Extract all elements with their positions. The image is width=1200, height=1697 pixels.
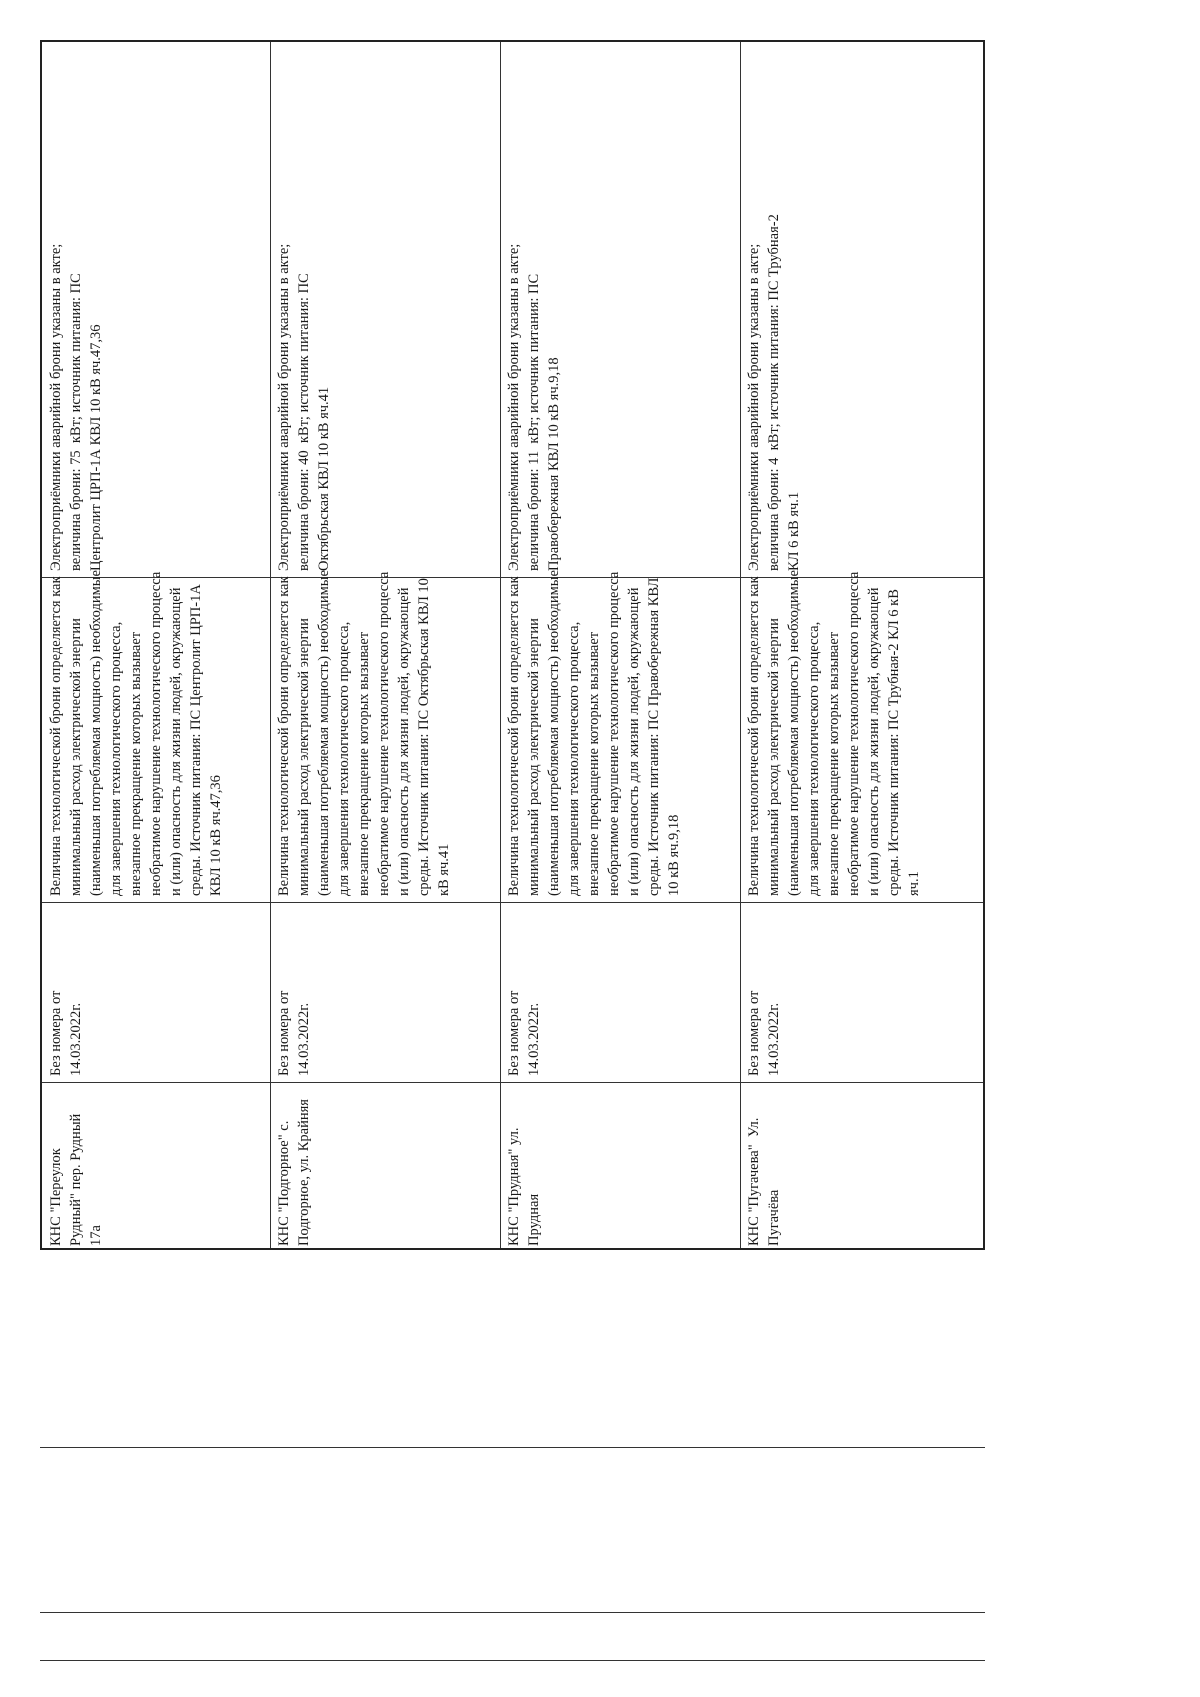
object-cell: КНС "Прудная" ул. Прудная — [506, 1127, 542, 1246]
tech-reserve-cell: Величина технологической брони определяется как минимальный расход электрической энергии (наименьшая потребляемая мощность) необходимые для завершения технологического процесса, внезапное прекращение которых вызывает необратимое нарушение технологического процесса и (или) опасность для жизни людей, окружающей среды. Источник питания: ПС Правобережная КВЛ 10 кВ яч.9,18 — [506, 570, 682, 896]
object-cell: КНС "Переулок Рудный" пер. Рудный 17а — [48, 1113, 104, 1246]
emergency-reserve-cell: Электроприёмники аварийной брони указаны в акте; величина брони: 75 кВт; источник питания: ПС Центролит ЦРП-1А КВЛ 10 кВ яч.47,36 — [48, 243, 104, 571]
horizontal-rule — [40, 1447, 985, 1448]
horizontal-rule — [40, 1612, 985, 1613]
row-divider — [270, 42, 271, 1248]
object-cell: КНС "Пугачева" Ул. Пугачёва — [746, 1117, 782, 1246]
tech-reserve-cell: Величина технологической брони определяется как минимальный расход электрической энергии (наименьшая потребляемая мощность) необходимые для завершения технологического процесса, внезапное прекращение которых вызывает необратимое нарушение технологического процесса и (или) опасность для жизни людей, окружающей среды. Источник питания: ПС Октябрьская КВЛ 10 кВ яч.41 — [276, 570, 452, 896]
column-divider — [42, 902, 983, 903]
emergency-reserve-cell: Электроприёмники аварийной брони указаны в акте; величина брони: 11 кВт; источник питания: ПС Правобережная КВЛ 10 кВ яч.9,18 — [506, 243, 562, 571]
act-cell: Без номера от 14.03.2022г. — [276, 990, 312, 1076]
tech-reserve-cell: Величина технологической брони определяется как минимальный расход электрической энергии (наименьшая потребляемая мощность) необходимые для завершения технологического процесса, внезапное прекращение которых вызывает необратимое нарушение технологического процесса и (или) опасность для жизни людей, окружающей среды. Источник питания: ПС Трубная-2 КЛ 6 кВ яч.1 — [746, 570, 922, 896]
emergency-reserve-cell: Электроприёмники аварийной брони указаны в акте; величина брони: 4 кВт; источник питания: ПС Трубная-2 КЛ 6 кВ яч.1 — [746, 214, 802, 571]
row-divider — [500, 42, 501, 1248]
tech-reserve-cell: Величина технологической брони определяется как минимальный расход электрической энергии (наименьшая потребляемая мощность) необходимые для завершения технологического процесса, внезапное прекращение которых вызывает необратимое нарушение технологического процесса и (или) опасность для жизни людей, окружающей среды. Источник питания: ПС Центролит ЦРП-1А КВЛ 10 кВ яч.47,36 — [48, 570, 224, 896]
column-divider — [42, 1082, 983, 1083]
object-cell: КНС "Подгорное" с. Подгорное, ул. Крайняя — [276, 1099, 312, 1246]
row-divider — [740, 42, 741, 1248]
horizontal-rule — [40, 1660, 985, 1661]
rotated-data-table — [40, 40, 985, 1250]
act-cell: Без номера от 14.03.2022г. — [48, 990, 84, 1076]
act-cell: Без номера от 14.03.2022г. — [506, 990, 542, 1076]
act-cell: Без номера от 14.03.2022г. — [746, 990, 782, 1076]
emergency-reserve-cell: Электроприёмники аварийной брони указаны в акте; величина брони: 40 кВт; источник питания: ПС Октябрьская КВЛ 10 кВ яч.41 — [276, 243, 332, 571]
